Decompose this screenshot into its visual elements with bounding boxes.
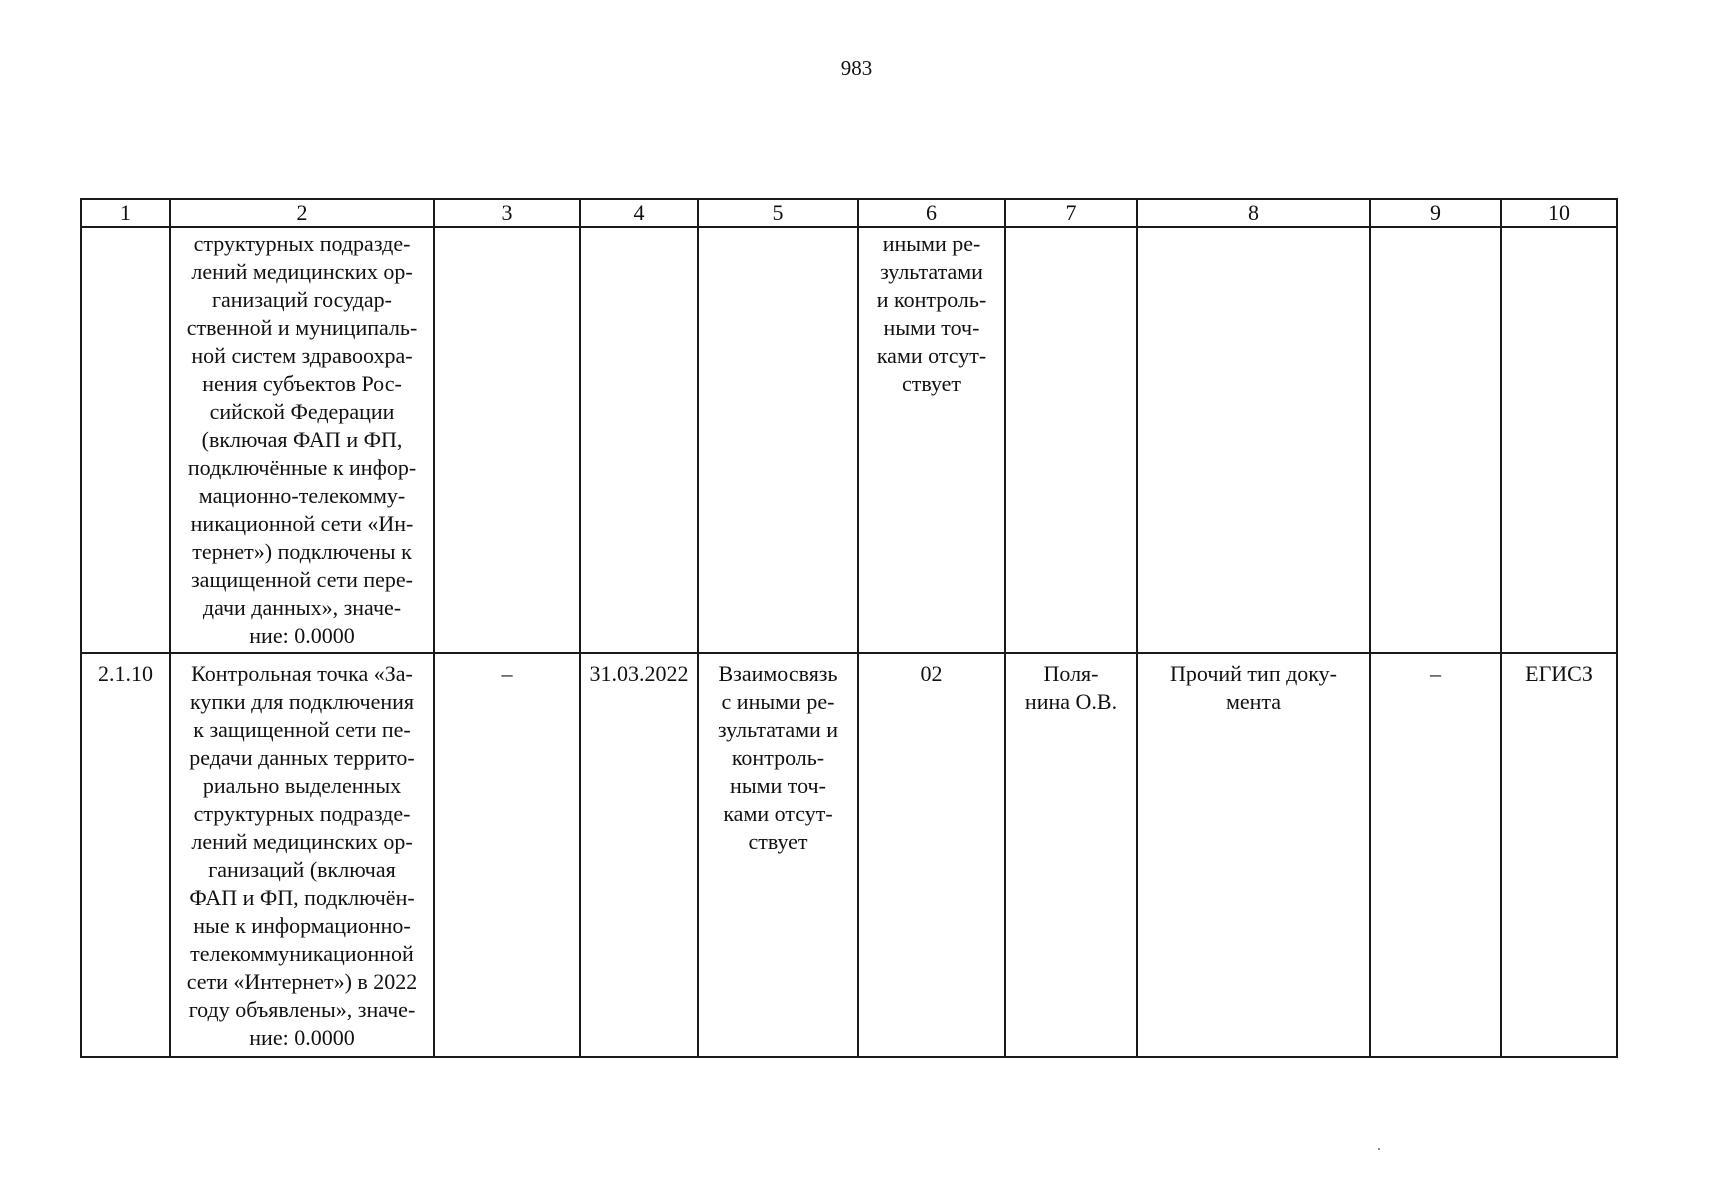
cell-text-line: ствует (901, 371, 962, 396)
cell-text-line: редачи данных террито- (189, 745, 415, 770)
cell-text-line: телекоммуникационной (190, 941, 414, 966)
cell-text-line: Прочий тип доку- (1170, 661, 1337, 686)
cell-text-line: ганизаций (включая (208, 857, 396, 882)
column-header-4: 4 (580, 199, 698, 227)
column-header-8: 8 (1137, 199, 1370, 227)
page-number: 983 (840, 56, 873, 80)
cell-text-line: иными ре- (882, 231, 981, 256)
cell-text-line: контроль- (731, 745, 825, 770)
cell-text-line: году объявлены», значе- (188, 997, 416, 1022)
column-header-2: 2 (170, 199, 434, 227)
document-table (80, 198, 1618, 1058)
row-number-cell (81, 227, 170, 653)
cell-text-line: сети «Интернет») в 2022 (186, 969, 418, 994)
cell-text-line: ками отсут- (876, 343, 987, 368)
cell-text-line: Поля- (1043, 661, 1099, 686)
cell-text-line: зультатами и (717, 717, 839, 742)
column-header-7: 7 (1005, 199, 1137, 227)
cell-text-line: ками отсут- (723, 801, 833, 826)
cell-text-line: дачи данных», значе- (202, 595, 402, 620)
cell-text-line: мационно-телекомму- (198, 483, 406, 508)
col9-cell: – (1370, 653, 1501, 1057)
cell-text-line: сийской Федерации (209, 399, 395, 424)
cell-text-line: ными точ- (730, 773, 826, 798)
scan-speck (1378, 1148, 1380, 1150)
document-type-cell (1137, 653, 1370, 1057)
table-row (81, 653, 1617, 1057)
table-header-row (81, 199, 1617, 227)
description-cell (170, 653, 434, 1057)
cell-text-line: ные к информационно- (193, 913, 411, 938)
code-cell (858, 653, 1005, 1057)
cell-text-line: структурных подразде- (193, 231, 411, 256)
responsible-cell (1005, 653, 1137, 1057)
cell-text-line: купки для подключения (190, 689, 414, 714)
col3-cell: – (434, 653, 580, 1057)
table-row (81, 227, 1617, 653)
cell-text-line: зультатами (880, 259, 983, 284)
col3-cell (434, 227, 580, 653)
cell-text-line: 02 (920, 661, 943, 686)
cell-text-line: к защищенной сети пе- (193, 717, 411, 742)
cell-text-line: ФАП и ФП, подключён- (189, 885, 415, 910)
col9-cell (1370, 227, 1501, 653)
cell-text-line: тернет») подключены к (192, 539, 412, 564)
cell-text-line: ными точ- (883, 315, 980, 340)
cell-text-line: защищенной сети пере- (190, 567, 413, 592)
cell-text-line: ние: 0.0000 (249, 1025, 355, 1050)
relation-cell (698, 227, 858, 653)
responsible-cell (1005, 227, 1137, 653)
cell-text-line: с иными ре- (721, 689, 835, 714)
cell-text-line: Взаимосвязь (718, 661, 838, 686)
system-cell: ЕГИСЗ (1501, 653, 1617, 1057)
cell-text-line: структурных подразде- (193, 801, 411, 826)
cell-text-line: лений медицинских ор- (191, 829, 413, 854)
row-number-cell: 2.1.10 (81, 653, 170, 1057)
date-cell: 31.03.2022 (580, 653, 698, 1057)
cell-text-line: ганизаций государ- (211, 287, 392, 312)
cell-text-line: и контроль- (876, 287, 987, 312)
document-type-cell (1137, 227, 1370, 653)
system-cell (1501, 227, 1617, 653)
cell-text-line: ственной и муниципаль- (186, 315, 418, 340)
column-header-3: 3 (434, 199, 580, 227)
cell-text-line: (включая ФАП и ФП, (201, 427, 403, 452)
cell-text-line: никационной сети «Ин- (190, 511, 414, 536)
relation-cell (698, 653, 858, 1057)
cell-text-line: ной систем здравоохра- (191, 343, 413, 368)
cell-text-line: подключённые к инфор- (187, 455, 417, 480)
cell-text-line: нения субъектов Рос- (202, 371, 402, 396)
date-cell (580, 227, 698, 653)
description-cell (170, 227, 434, 653)
column-header-10: 10 (1501, 199, 1617, 227)
cell-text-line: Контрольная точка «За- (191, 661, 413, 686)
cell-text-line: мента (1225, 689, 1282, 714)
cell-text-line: ние: 0.0000 (249, 623, 355, 648)
column-header-5: 5 (698, 199, 858, 227)
column-header-6: 6 (858, 199, 1005, 227)
code-cell (858, 227, 1005, 653)
cell-text-line: риально выделенных (202, 773, 402, 798)
cell-text-line: нина О.В. (1024, 689, 1118, 714)
cell-text-line: ствует (748, 829, 808, 854)
column-header-1: 1 (81, 199, 170, 227)
column-header-9: 9 (1370, 199, 1501, 227)
cell-text-line: лений медицинских ор- (191, 259, 413, 284)
